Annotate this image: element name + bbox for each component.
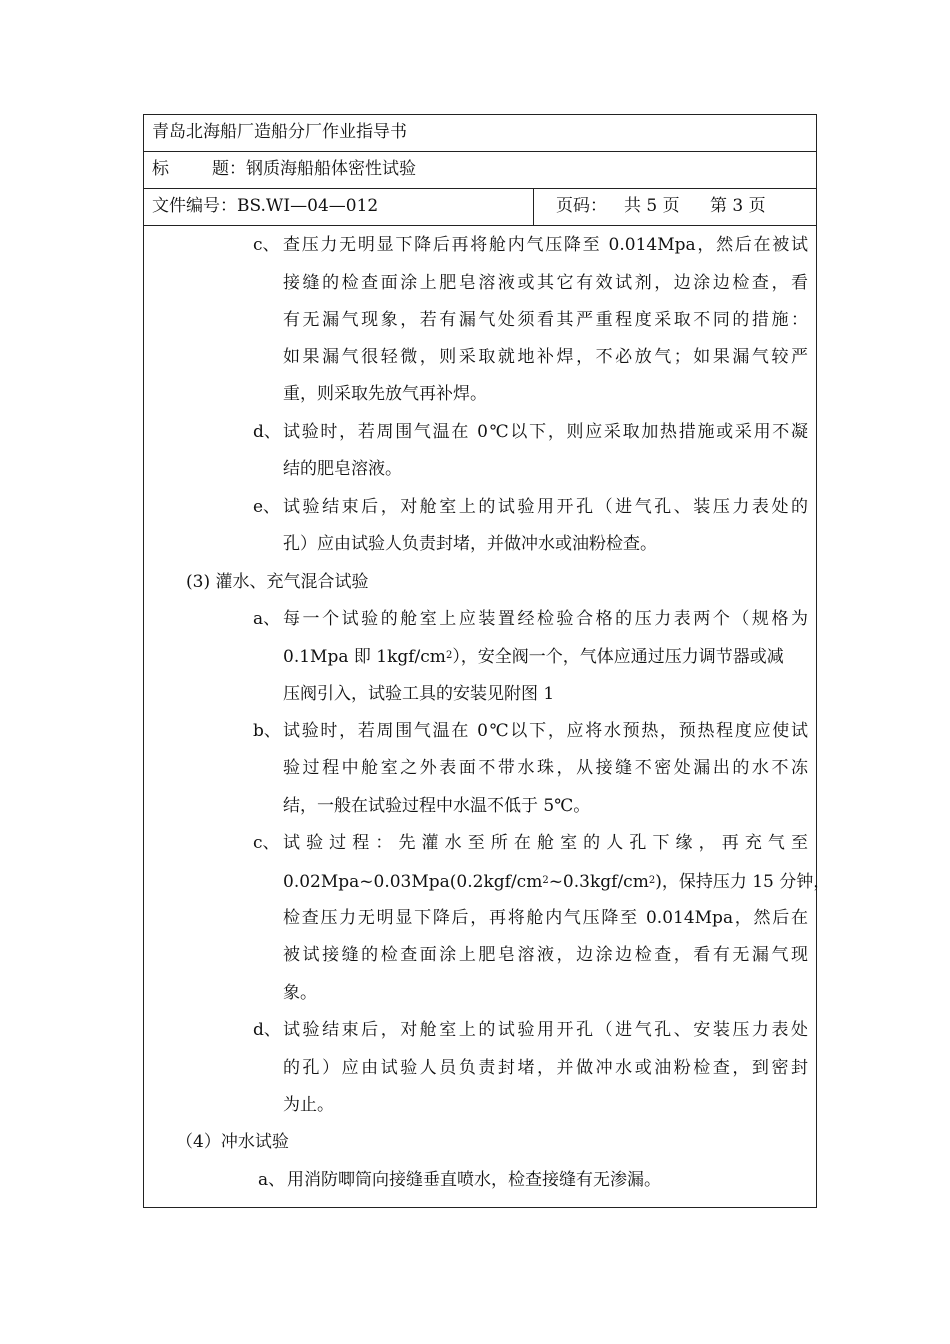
item-d-marker: d、: [253, 1020, 281, 1040]
item-a-marker: a、: [253, 609, 281, 629]
page-label: 页码：: [556, 196, 607, 216]
text-run: ），安全阀一个，气体应通过压力调节器或减: [452, 647, 784, 667]
paragraph-line: 的孔）应由试验人员负责封堵，并做冲水或油粉检查，到密封: [283, 1058, 808, 1078]
paragraph-line: 为止。: [283, 1095, 334, 1115]
item-e-marker: e、: [253, 497, 281, 517]
header-title-row: [144, 152, 816, 189]
paragraph-line: 孔）应由试验人负责封堵，并做冲水或油粉检查。: [283, 534, 657, 554]
paragraph-line: 如果漏气很轻微，则采取就地补焊，不必放气；如果漏气较严: [283, 347, 808, 367]
paragraph-line: 结的肥皂溶液。: [283, 459, 402, 479]
paragraph-line: 压阀引入，试验工具的安装见附图 1: [283, 684, 555, 704]
paragraph-line: 被试接缝的检查面涂上肥皂溶液，边涂边检查，看有无漏气现: [283, 945, 808, 965]
paragraph-line: 结，一般在试验过程中水温不低于 5℃。: [283, 796, 591, 816]
title-label: 标: [152, 159, 169, 179]
paragraph-line: 检查压力无明显下降后，再将舱内气压降至 0.014Mpa，然后在: [283, 908, 808, 928]
page-current: 第 3 页: [710, 196, 766, 216]
item-b-marker: b、: [253, 721, 281, 741]
paragraph-line: 查压力无明显下降后再将舱内气压降至 0.014Mpa，然后在被试: [283, 235, 808, 255]
document-title: 题：钢质海船船体密性试验: [212, 159, 416, 179]
paragraph-line: 重，则采取先放气再补焊。: [283, 384, 487, 404]
superscript: 2: [648, 875, 656, 886]
document-number: 文件编号：BS.WI—04—012: [152, 196, 379, 216]
paragraph-line-with-superscript: [283, 870, 831, 893]
paragraph-line: 有无漏气现象，若有漏气处须看其严重程度采取不同的措施：: [283, 310, 808, 330]
text-run: 0.1Mpa 即 1kgf/cm: [283, 647, 446, 667]
paragraph-line: 每一个试验的舱室上应装置经检验合格的压力表两个（规格为: [283, 609, 808, 629]
item-c-marker: c、: [253, 833, 280, 853]
paragraph-line: 试验时，若周围气温在 0℃以下，应将水预热，预热程度应使试: [283, 721, 808, 741]
item-c-marker: c、: [253, 235, 280, 255]
paragraph-line: 试验结束后，对舱室上的试验用开孔（进气孔、安装压力表处: [283, 1020, 808, 1040]
page-total: 共 5 页: [624, 196, 680, 216]
superscript: 2: [542, 875, 549, 886]
paragraph-line: 用消防唧筒向接缝垂直喷水，检查接缝有无渗漏。: [287, 1170, 661, 1190]
section-4-heading: （4）冲水试验: [176, 1132, 289, 1152]
header-company-row: [144, 115, 816, 152]
item-d-marker: d、: [253, 422, 281, 442]
paragraph-line: 验过程中舱室之外表面不带水珠，从接缝不密处漏出的水不冻: [283, 758, 808, 778]
paragraph-line: 试验结束后，对舱室上的试验用开孔（进气孔、装压力表处的: [283, 497, 808, 517]
paragraph-line: 接缝的检查面涂上肥皂溶液或其它有效试剂，边涂边检查，看: [283, 273, 808, 293]
section-3-heading: (3) 灌水、充气混合试验: [186, 572, 369, 592]
text-run: ~0.3kgf/cm: [548, 872, 649, 892]
paragraph-line: 象。: [283, 983, 317, 1003]
header-column-divider: [533, 189, 534, 226]
company-title: 青岛北海船厂造船分厂作业指导书: [152, 122, 407, 142]
paragraph-line: 试验过程：先灌水至所在舱室的人孔下缘，再充气至: [283, 833, 808, 853]
paragraph-line-with-superscript: [283, 645, 808, 668]
text-run: )，保持压力 15 分钟，: [655, 872, 831, 892]
paragraph-line: 试验时，若周围气温在 0℃以下，则应采取加热措施或采用不凝: [283, 422, 808, 442]
header-docno-row: [144, 189, 816, 226]
text-run: 0.02Mpa~0.03Mpa(0.2kgf/cm: [283, 872, 543, 892]
item-a-marker: a、: [258, 1170, 286, 1190]
superscript: 2: [445, 650, 453, 661]
